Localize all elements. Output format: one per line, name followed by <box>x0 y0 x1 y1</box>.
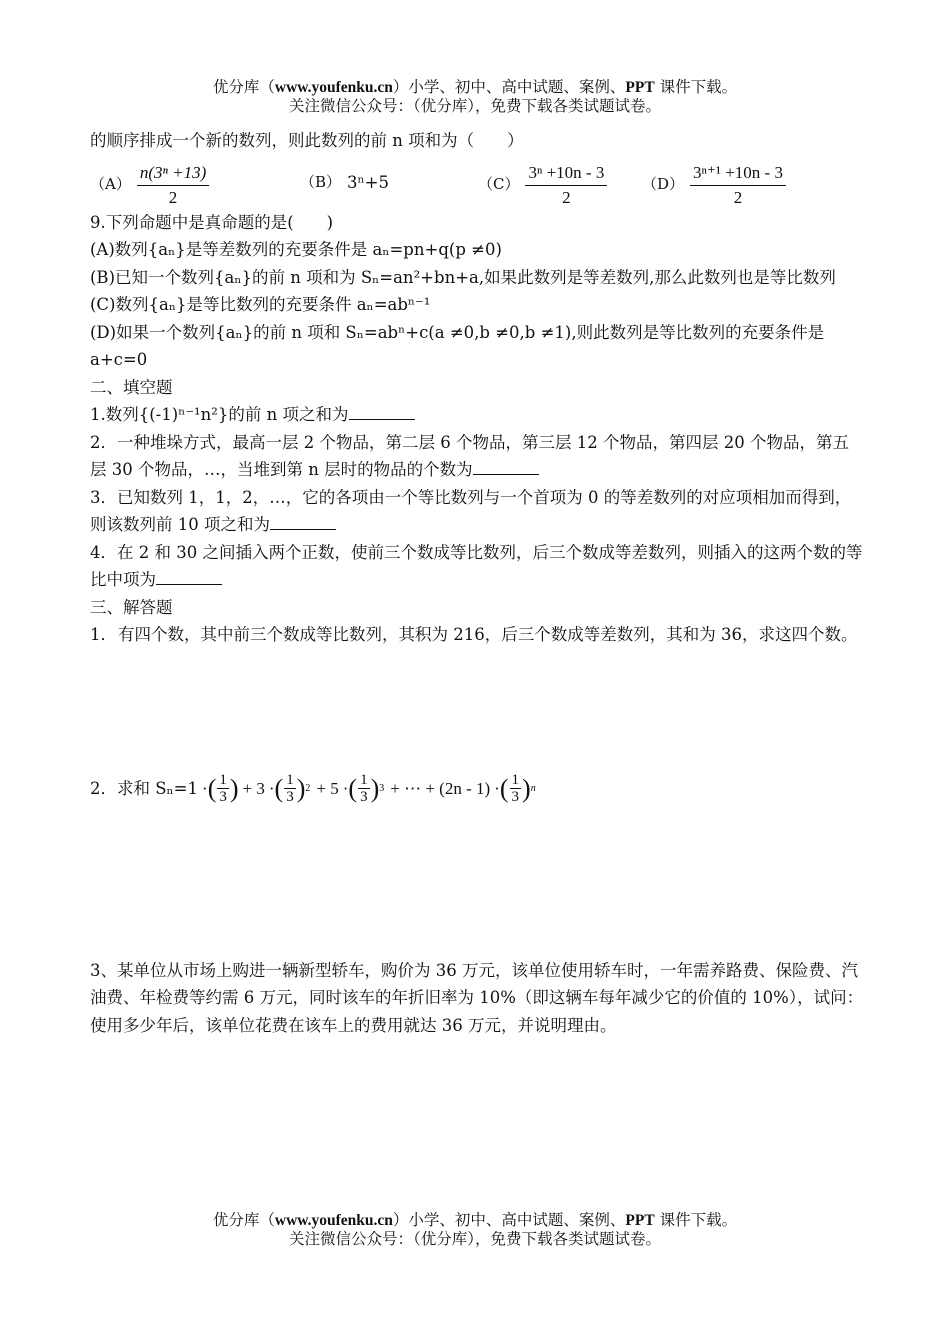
footer-line-2: 关注微信公众号：（优分库），免费下载各类试题试卷。 <box>288 1230 661 1248</box>
q8-stem: 的顺序排成一个新的数列，则此数列的前 n 项和为（ ） <box>90 131 524 150</box>
header-site-link[interactable]: www.youfenku.cn <box>274 79 393 96</box>
footer-line-1: 优分库（www.youfenku.cn）小学、初中、高中试题、案例、PPT 课件下载。 <box>212 1211 738 1229</box>
fill-q2: 2．一种堆垛方式，最高一层 2 个物品，第二层 6 个物品，第三层 12 个物品，第四层 20 个物品，第五层 30 个物品，…，当堆到第 n 层时的物品的个数为 <box>90 432 849 479</box>
solve-q1: 1． 有四个数，其中前三个数成等比数列，其积为 216，后三个数成等差数列，其和为 36，求这四个数。 <box>90 625 858 644</box>
section-3-title: 三、解答题 <box>90 597 173 617</box>
q9-option-d: (D)如果一个数列{aₙ}的前 n 项和 Sₙ=abⁿ+c(a ≠0,b ≠0,b ≠1),则此数列是等比数列的充要条件是 a+c=0 <box>90 322 825 369</box>
q9-option-c: (C)数列{aₙ}是等比数列的充要条件 aₙ=abⁿ⁻¹ <box>90 295 431 314</box>
solve-q2: 2．求和 Sₙ=1 · ( 1 3 ) + 3 · ( 1 3 ) 2 + 5 · ( 1 3 ) 3 + ⋯ + (2n - 1) · ( 1 3 ) n <box>90 772 536 805</box>
page-footer <box>0 1211 950 1249</box>
answer-space-1 <box>90 649 865 769</box>
fill-q1: 1.数列{(-1)ⁿ⁻¹n²}的前 n 项之和为 <box>90 401 865 429</box>
answer-blank[interactable] <box>349 405 415 420</box>
series-expression: · ( 1 3 ) + 3 · ( 1 3 ) 2 + 5 · ( 1 3 ) 3 + ⋯ + (2n - 1) · ( 1 3 ) n <box>202 772 536 805</box>
exam-content <box>90 127 865 1039</box>
answer-blank[interactable] <box>270 515 336 530</box>
answer-blank[interactable] <box>156 570 222 585</box>
q8-choices <box>90 155 865 209</box>
q8-option-b: （B） 3ⁿ+5 <box>300 172 389 192</box>
footer-site-link[interactable]: www.youfenku.cn <box>274 1212 393 1229</box>
q9-stem: 9.下列命题中是真命题的是( ) <box>90 212 334 232</box>
q9-option-b: (B)已知一个数列{aₙ}的前 n 项和为 Sₙ=an²+bn+a,如果此数列是等差数列,那么此数列也是等比数列 <box>90 267 836 287</box>
answer-blank[interactable] <box>473 460 539 475</box>
page-header <box>0 78 950 116</box>
solve-q3: 3、某单位从市场上购进一辆新型轿车，购价为 36 万元，该单位使用轿车时，一年需养路费、保险费、汽油费、年检费等约需 6 万元，同时该车的年折旧率为 10%（即这辆车每年减少它的价值的 10%），试问：使用多少年后，该单位花费在该车上的费用就达 36 万元，并说明理由。 <box>90 960 864 1035</box>
section-2-title: 二、填空题 <box>90 377 173 397</box>
q8-option-a: （A） $\frac{\text{n(3ⁿ +13)}}{2}$ <box>90 163 209 208</box>
q8-option-c: （C） $\frac{\text{3ⁿ +10n - 3}}{2}$ <box>478 163 607 208</box>
option-c-fraction: $\frac{\text{3ⁿ +10n - 3}}{2}$ <box>525 163 607 208</box>
header-line-1: 优分库（www.youfenku.cn）小学、初中、高中试题、案例、PPT 课件下载。 <box>212 78 738 96</box>
fill-q4: 4．在 2 和 30 之间插入两个正数，使前三个数成等比数列，后三个数成等差数列，则插入的这两个数的等比中项为 <box>90 542 863 589</box>
q8-option-d: （D） $\frac{\text{3ⁿ⁺¹ +10n - 3}}{2}$ <box>642 163 786 208</box>
answer-space-2 <box>90 809 865 957</box>
header-line-2: 关注微信公众号：（优分库），免费下载各类试题试卷。 <box>288 97 661 115</box>
option-d-fraction: $\frac{\text{3ⁿ⁺¹ +10n - 3}}{2}$ <box>690 163 786 208</box>
q9-option-a: (A)数列{aₙ}是等差数列的充要条件是 aₙ=pn+q(p ≠0) <box>90 240 502 259</box>
fill-q3: 3．已知数列 1，1，2，…，它的各项由一个等比数列与一个首项为 0 的等差数列的对应项相加而得到，则该数列前 10 项之和为 <box>90 487 852 534</box>
option-a-fraction: $\frac{\text{n(3ⁿ +13)}}{2}$ <box>137 163 209 208</box>
